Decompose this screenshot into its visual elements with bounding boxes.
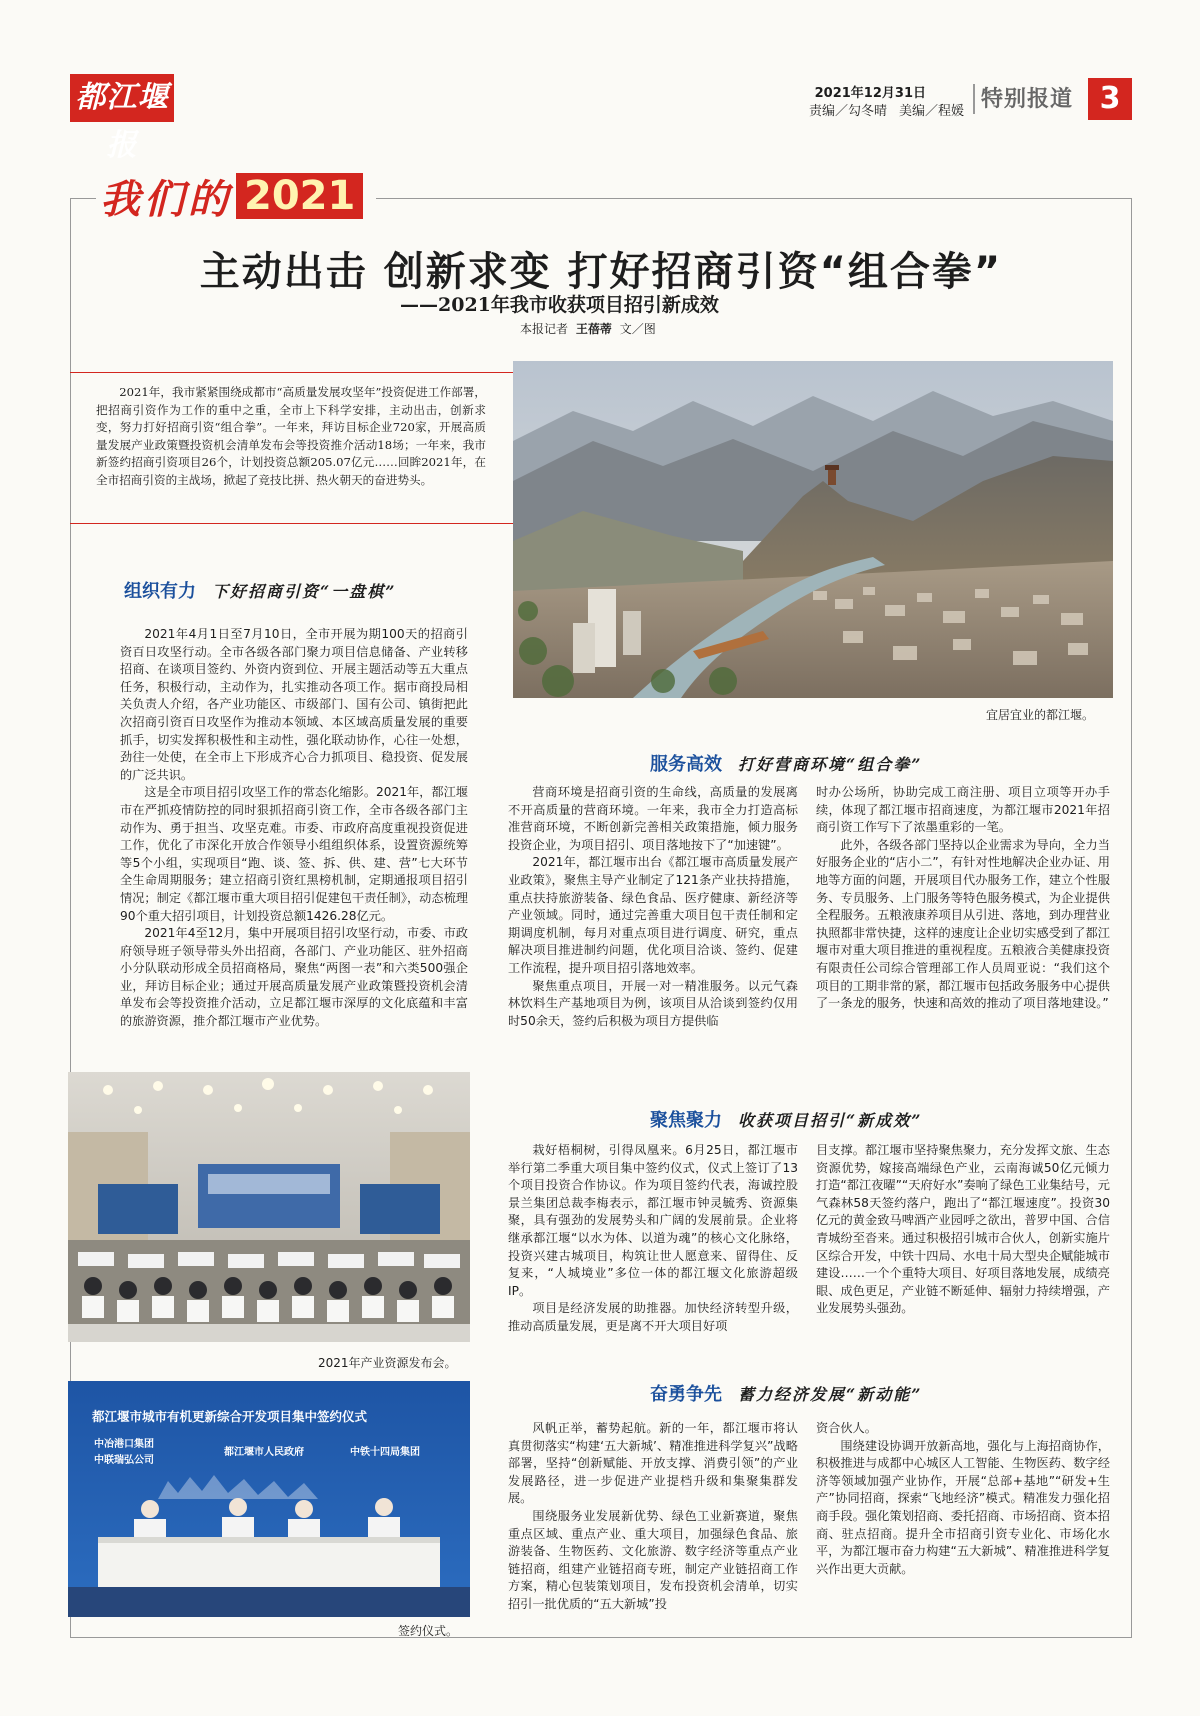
section-title: 打好营商环境“组合拳” [738, 755, 923, 774]
conference-photo [68, 1072, 470, 1342]
paragraph: 2021年4至12月，集中开展项目招引攻坚行动，市委、市政府领导班子领导带头外出招商，各部门、产业功能区、驻外招商小分队联动形成全员招商格局，聚焦“两图一表”和六类500强企业，拜访目标企业；通过开展高质量发展产业政策暨投资机会清单发布会等投资推介活动，立足都江堰市深厚的文化底蕴和丰富的旅游资源，推介都江堰市产业优势。 [120, 926, 468, 1029]
paragraph: 这是全市项目招引攻坚工作的常态化缩影。2021年，都江堰市在严抓疫情防控的同时狠抓招商引资工作，全市各级各部门主动作为、勇于担当、攻坚克难。市委、市政府高度重视投资促进工作，优化了市深化开放合作领导小组组织体系，设置资源统筹等5个小组，实现项目“跑、谈、签、拆、供、建、营”七大环节全生命周期服务；建立招商引资红黑榜机制，定期通报项目招引情况；制定《都江堰市重大项目招引促建包干责任制》，动态梳理90个重大招引项目，计划投资总额1426.28亿元。 [120, 785, 468, 923]
section-body-service-col1 [508, 784, 798, 1030]
paragraph: 聚焦重点项目，开展一对一精准服务。以元气森林饮料生产基地项目为例，该项目从洽谈到签约仅用时50余天，签约后积极为项目方提供临 [508, 978, 798, 1028]
designer-name: 美编／程媛 [898, 104, 964, 119]
byline-suffix: 文／图 [619, 322, 656, 336]
section-body-focus-col1 [508, 1142, 798, 1336]
frame-top-right [376, 198, 1132, 199]
paragraph: 营商环境是招商引资的生命线，高质量的发展离不开高质量的营商环境。一年来，我市全力打造高标准营商环境，不断创新完善相关政策措施，倾力服务投资企业，为项目招引、项目落地按下了“加速键”。 [508, 785, 798, 852]
paragraph: 风帆正举，蓄势起航。新的一年，都江堰市将认真贯彻落实“构建‘五大新城’、精准推进科学复兴”战略部署，坚持“创新赋能、开放支撑、消费引领”的产业发展路径，进一步促进产业提档升级和集聚集群发展。 [508, 1421, 798, 1506]
section-body-focus-col2 [816, 1142, 1110, 1318]
banner-text: 我们的 [100, 175, 232, 223]
section-keyword: 组织有力 [124, 581, 196, 602]
section-heading-striving [650, 1380, 922, 1406]
paragraph: 项目是经济发展的助推器。加快经济转型升级，推动高质量发展，更是离不开大项目好项 [508, 1301, 798, 1333]
paragraph: 2021年4月1日至7月10日，全市开展为期100天的招商引资百日攻坚行动。全市各级各部门聚力项目信息储备、产业转移招商、在谈项目签约、外资内资到位、开展主题活动等五大重点任务，积极行动，主动作为，扎实推动各项工作。据市商投局相关负责人介绍，各产业功能区、市级部门、国有公司、镇街把此次招商引资百日攻坚作为推动本领域、本区域高质量发展的重要抓手，切实发挥积极性和主动性，强化联动协作，心往一处想，劲往一处使，在全市上下形成齐心合力抓项目、稳投资、促发展的广泛共识。 [120, 627, 468, 782]
section-keyword: 奋勇争先 [650, 1384, 722, 1405]
paragraph: 围绕服务业发展新优势、绿色工业新赛道，聚焦重点区域、重点产业、重大项目，加强绿色食品、旅游装备、生物医药、文化旅游、数字经济等重点产业链招商，组建产业链招商专班，制定产业链招商工作方案，精心包装策划项目，发布投资机会清单，切实招引一批优质的“五大新城”投 [508, 1508, 798, 1611]
signing-party: 中联瑞弘公司 [94, 1455, 154, 1466]
issue-date: 2021年12月31日 [814, 86, 926, 101]
banner-year: 2021 [236, 173, 363, 219]
signing-party: 中冶港口集团 [94, 1439, 154, 1450]
section-title: 收获项目招引“新成效” [738, 1111, 923, 1130]
signing-ceremony-photo [68, 1381, 470, 1617]
section-body-organization [120, 626, 468, 1031]
section-title: 蓄力经济发展“新动能” [738, 1385, 923, 1404]
column-banner [100, 170, 363, 222]
signing-party: 中铁十四局集团 [350, 1447, 420, 1458]
section-heading-focus [650, 1106, 922, 1132]
section-name: 特别报道 [981, 87, 1074, 112]
paragraph: 围绕建设协调开放新高地，强化与上海招商协作，积极推进与成都中心城区人工智能、生物医药、数字经济等领域加强产业协作，开展“总部+基地”“研发+生产”协同招商，探索“飞地经济”模式。精准发力强化招商手段。强化策划招商、委托招商、市场招商、资本招商、驻点招商。提升全市招商引资专业化、市场化水平，为都江堰市奋力构建“五大新城”、精准推进科学复兴作出更大贡献。 [816, 1438, 1110, 1576]
signing-party: 都江堰市人民政府 [224, 1447, 304, 1458]
page-number: 3 [1088, 78, 1132, 120]
conference-photo-caption: 2021年产业资源发布会。 [318, 1356, 457, 1370]
byline [520, 320, 656, 337]
section-keyword: 聚焦聚力 [650, 1110, 722, 1131]
frame-top-left [70, 198, 96, 199]
section-body-service-col2 [816, 784, 1110, 1013]
section-title: 下好招商引资“一盘棋” [212, 582, 397, 601]
city-photo-caption: 宜居宜业的都江堰。 [986, 708, 1095, 722]
paragraph: 目支撑。都江堰市坚持聚焦聚力，充分发挥文旅、生态资源优势，嫁接高端绿色产业，云南海诚50亿元倾力打造“都江夜曜”“天府好水”奏响了绿色工业集结号，元气森林58天签约落户，跑出了“都江堰速度”。投资30亿元的黄金致马啤酒产业园呼之欲出，普罗中国、合信青城纷至沓来。通过积极招引城市合伙人，创新实施片区综合开发，中铁十四局、水电十局大型央企赋能城市建设……一个个重特大项目、好项目落地发展，成绩亮眼、成色更足，产业链不断延伸、辐射力持续增强，产业发展势头强劲。 [816, 1143, 1110, 1316]
section-heading-organization [124, 577, 396, 603]
article-lede: 2021年，我市紧紧围绕成都市“高质量发展攻坚年”投资促进工作部署，把招商引资作为工作的重中之重，全市上下科学安排，主动出击，创新求变，努力打好招商引资“组合拳”。一年来，拜访目标企业720家，开展高质量发展产业政策暨投资机会清单发布会等投资推介活动18场；一年来，我市新签约招商引资项目26个，计划投资总额205.07亿元……回眸2021年，在全市招商引资的主战场，掀起了竞技比拼、热火朝天的奋进势头。 [96, 385, 486, 487]
city-aerial-photo [513, 361, 1113, 698]
article-headline: 主动出击 创新求变 打好招商引资“组合拳” [199, 249, 1003, 295]
paragraph: 2021年，都江堰市出台《都江堰市高质量发展产业政策》，聚焦主导产业制定了121条产业扶持措施，重点扶持旅游装备、绿色食品、医疗健康、新经济等产业领域。同时，通过完善重大项目包干责任制和定期调度机制，每月对重点项目进行调度、研究，重点解决项目推进制约问题，优化项目洽谈、签约、促建工作流程，提升项目招引落地效率。 [508, 855, 798, 975]
paragraph: 栽好梧桐树，引得凤凰来。6月25日，都江堰市举行第二季重大项目集中签约仪式，仪式上签订了13个项目投资合作协议。作为项目签约代表，海诚控股景兰集团总裁李梅表示，都江堰市钟灵毓秀、资源集聚，具有强劲的发展势头和广阔的发展前景。企业将继承都江堰“以水为体、以道为魂”的核心文化脉络，投资兴建古城项目，构筑让世人愿意来、留得住、反复来，“人城境业”多位一体的都江堰文化旅游超级IP。 [508, 1143, 798, 1298]
signing-banner-title: 都江堰市城市有机更新综合开发项目集中签约仪式 [92, 1409, 368, 1424]
section-heading-service [650, 750, 922, 776]
paragraph: 此外，各级各部门坚持以企业需求为导向，全力当好服务企业的“店小二”，有针对性地解决企业办证、用地等方面的问题，开展项目代办服务工作，建立个性服务、专员服务、上门服务等特色服务模式，为企业提供全程服务。五粮液康养项目从引进、落地，到办理营业执照都非常快捷，这样的速度让企业切实感受到了都江堰市对重大项目推进的重视程度。五粮液合美健康投资有限责任公司综合管理部工作人员周亚说：“我们这个项目的工期非常的紧，都江堰市包括政务服务中心提供了一条龙的服务，快速和高效的推动了项目落地建设。” [816, 837, 1110, 1011]
section-body-striving-col2 [816, 1420, 1110, 1578]
header-divider [973, 84, 975, 114]
masthead-logo: 都江堰报 [70, 74, 174, 122]
paragraph: 时办公场所，协助完成工商注册、项目立项等开办手续，体现了都江堰市招商速度，为都江堰市2021年招商引资工作写下了浓墨重彩的一笔。 [816, 785, 1110, 835]
article-subheadline: ——2021年我市收获项目招引新成效 [400, 294, 719, 316]
editor-credits [797, 100, 964, 119]
signing-scene [68, 1381, 470, 1617]
byline-prefix: 本报记者 [520, 322, 569, 336]
signing-photo-caption: 签约仪式。 [398, 1624, 459, 1638]
editor-name: 责编／勾冬晴 [808, 104, 887, 119]
paragraph: 资合伙人。 [816, 1421, 877, 1435]
section-body-striving-col1 [508, 1420, 798, 1614]
section-keyword: 服务高效 [650, 754, 722, 775]
byline-author: 王蓓蒂 [575, 322, 612, 336]
